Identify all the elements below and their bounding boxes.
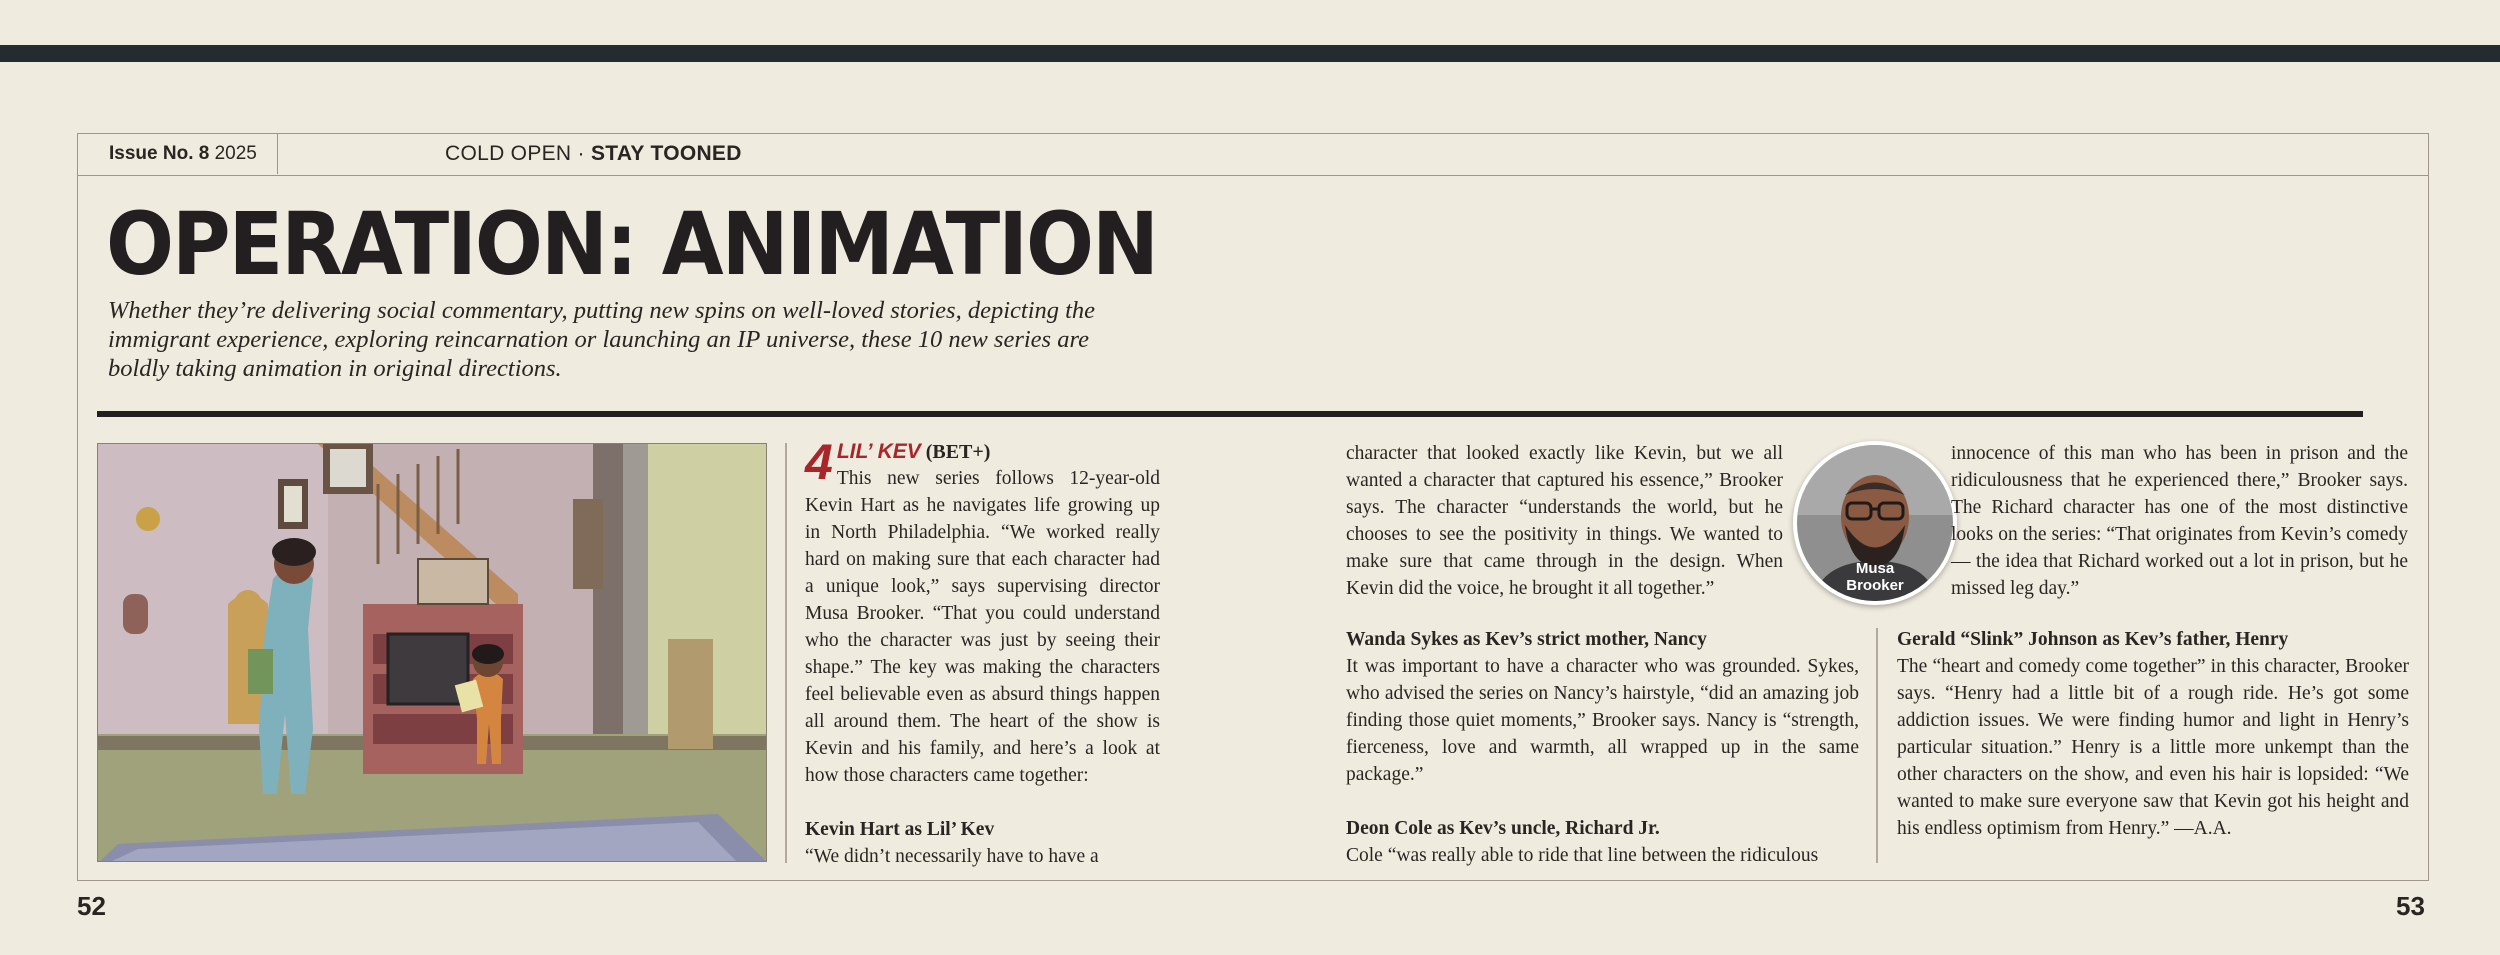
- page-title: OPERATION: ANIMATION: [106, 193, 1157, 295]
- column-3-bottom: [1897, 626, 2409, 842]
- section-kicker: COLD OPEN: [445, 142, 572, 165]
- title-rule: [97, 411, 2363, 417]
- subhead-wanda-sykes: Wanda Sykes as Kev’s strict mother, Nancy: [1346, 629, 1707, 650]
- entry-heading-line: [805, 434, 1160, 490]
- kevin-quote-continuation: character that looked exactly like Kevin, but we all wanted a character that captured his essence,” Brooker says. The character “understands the world, but he chooses to see the positivity in things. We wanted to make sure that came through in the design. When Kevin did the voice, he brought it all together.”: [1346, 443, 1783, 599]
- gerald-johnson-paragraph: The “heart and comedy come together” in this character, Brooker says. “Henry had a little bit of a rough ride. He’s got some addiction issues. We were finding humor and light in Henry’s particular situation.” Henry is a little more unkempt than the other characters on the show, and even his hair is lopsided: “We wanted to make sure everyone saw that Kevin got his height and his endless optimism from Henry.” —A.A.: [1897, 656, 2409, 839]
- dek: Whether they’re delivering social commentary, putting new spins on well-loved stories, depicting the immigrant experience, exploring reincarnation or launching an IP universe, these 10 new series are boldly taking animation in original directions.: [108, 297, 1096, 382]
- deon-cole-paragraph: Cole “was really able to ride that line between the ridiculous: [1346, 845, 1819, 866]
- richard-continuation: innocence of this man who has been in prison and the ridiculousness that he experienced there,” Brooker says. The Richard character has one of the most distinctive looks on the series: “That originates from Kevin’s comedy — the idea that Richard worked out a lot in prison, but he missed leg day.”: [1951, 443, 2408, 599]
- photo-caption-last: Brooker: [1846, 577, 1904, 594]
- section-name: STAY TOONED: [590, 142, 742, 165]
- column-3-top: [1951, 440, 2408, 602]
- issue-year: 2025: [214, 143, 257, 164]
- photo-caption-first: Musa: [1855, 560, 1895, 577]
- issue-number: [77, 133, 278, 174]
- section-label: [445, 133, 742, 174]
- photo-caption-name: [1797, 560, 1953, 594]
- column-rule-2: [1876, 628, 1878, 863]
- page-number-right: 53: [2396, 891, 2425, 921]
- subhead-kevin-hart: Kevin Hart as Lil’ Kev: [805, 819, 995, 840]
- column-2-bottom: [1346, 626, 1859, 869]
- page-number-left: 52: [77, 891, 106, 921]
- wanda-sykes-paragraph: It was important to have a character who was grounded. Sykes, who advised the series on Nancy’s hairstyle, “did an amazing job finding those quiet moments,” Brooker says. Nancy is “strength, fierceness, love and warmth, all wrapped up in the same package.”: [1346, 656, 1859, 785]
- entry-number: 4: [805, 434, 833, 490]
- show-title: LIL’ KEV: [836, 440, 921, 463]
- network-label: (BET+): [925, 441, 991, 463]
- column-1: [805, 434, 1160, 870]
- lil-kev-illustration: [97, 443, 767, 862]
- column-2-top: [1346, 440, 1783, 602]
- issue-header: [77, 133, 2429, 176]
- top-bar: [0, 45, 2500, 62]
- cartoon-scene-image: [98, 444, 767, 862]
- subhead-gerald-johnson: Gerald “Slink” Johnson as Kev’s father, Henry: [1897, 629, 2289, 650]
- musa-brooker-photo: [1793, 441, 1957, 605]
- section-separator: ·: [571, 142, 591, 165]
- intro-paragraph: This new series follows 12-year-old Kevin Hart as he navigates life growing up in North Philadelphia. “We worked really hard on making sure that each character had a unique look,” says supervising director Musa Brooker. “That you could understand who the character was just by seeing their shape.” The key was making the characters feel believable even as absurd things happen all around them. The heart of the show is Kevin and his family, and here’s a look at how those characters came together:: [805, 468, 1160, 786]
- issue-label: Issue No. 8: [109, 143, 210, 164]
- column-rule-1: [785, 443, 787, 863]
- subhead-deon-cole: Deon Cole as Kev’s uncle, Richard Jr.: [1346, 818, 1660, 839]
- kevin-hart-paragraph: “We didn’t necessarily have to have a: [805, 846, 1099, 867]
